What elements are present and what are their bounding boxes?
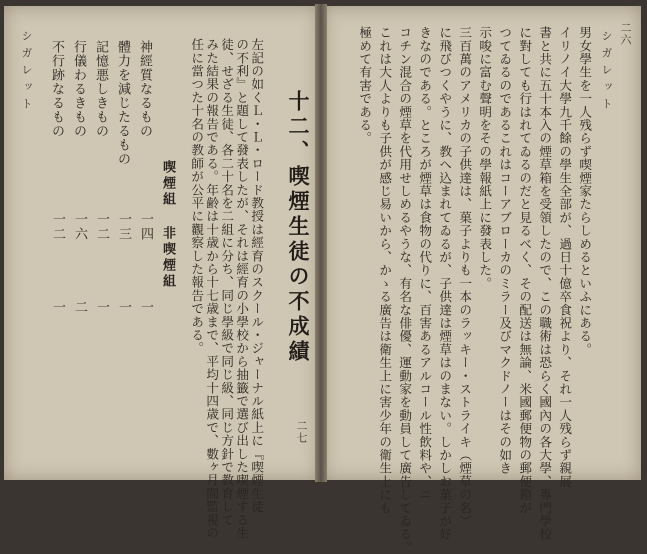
section-heading: 十二、喫煙生徒の不成績 — [286, 90, 311, 365]
body-line: コチン混合の煙草を代用せしめるやうな、有名な俳優、運動家を動員して廣告してゐる。 — [397, 26, 413, 554]
paragraph-line: みた結果の報告である。年齢は十歳から十七歳まで、平均十四歳で、數ヶ月間監視の — [204, 38, 220, 540]
column-header-nonsmoking: 非喫煙組 — [160, 226, 175, 290]
left-folio: 二七 — [295, 420, 308, 444]
table-row-label: 體力を減じたるもの — [115, 40, 130, 166]
right-running-head: シガレット — [600, 30, 613, 115]
body-line: きなのである。ところが煙草は食物の代りに、百害あるアルコール性飲料や、ニ — [417, 26, 433, 502]
table-row-label: 不行跡なるもの — [49, 40, 64, 138]
body-line: 三百萬のアメリカの子供達は、菓子よりも一本のラッキー・ストライキ（煙草の名） — [457, 26, 473, 528]
table-cell-smoking: 一二 — [50, 212, 65, 242]
paragraph-line: 任に當つた十名の教師が公平に觀察した報告である。 — [189, 38, 205, 355]
body-line: に對しても行はれてゐるのだと見るべく、その配送は無論、米國郵便物の郵便箱が — [517, 26, 533, 515]
right-folio: 二六 — [619, 22, 632, 46]
body-line: つてゐるのであるこれはコーアブローカのミラー及びマクドノーはその如き — [497, 26, 513, 475]
paragraph-line: 左記の如くＬ・Ｌ・ロード教授は經育のスクール・ジャーナル紙上に『喫煙生徒 — [249, 38, 265, 514]
table-cell-nonsmoking: 一 — [50, 300, 65, 315]
book-gutter — [315, 4, 327, 482]
table-cell-smoking: 一二 — [94, 212, 109, 242]
body-line: 書と共に五十本入の煙草箱を受領したので、この職術は恐らく國內の各大學、專門學校 — [537, 26, 553, 541]
table-cell-nonsmoking: 一 — [138, 300, 153, 315]
paragraph-line: 徒、せざる生徒、各二十名を二組に分ち、同じ學級で同じ級、同じ方針で教育して — [219, 38, 235, 527]
table-cell-nonsmoking: 一 — [94, 300, 109, 315]
table-cell-smoking: 一四 — [138, 212, 153, 242]
table-row-label: 神經質なるもの — [137, 40, 152, 138]
body-line: に飛びつくやうに、教へ込まれてゐるが、子供達は煙草はのまない。しかしお菓子が好 — [437, 26, 453, 541]
column-header-smoking: 喫煙組 — [160, 160, 175, 208]
body-line: 男女學生を一人残らず喫煙家たらしめるといふにある。 — [577, 26, 593, 356]
table-cell-smoking: 一三 — [116, 212, 131, 242]
body-line: 示唆に富む聲明をその學報紙上に發表した。 — [477, 26, 493, 290]
table-row-label: 行儀わるきもの — [71, 40, 86, 138]
body-line: イリノイ大學九千餘の學生全部が、過日十億卒食祝より、それ一人残らず親展 — [557, 26, 573, 488]
table-cell-nonsmoking: 二 — [72, 300, 87, 315]
body-line: これは大人よりも子供が感じ易いから、かゝる廣告は衛生上に害少年の衛生上にも — [377, 26, 393, 515]
table-cell-smoking: 一六 — [72, 212, 87, 242]
left-running-head: シガレット — [20, 30, 33, 115]
body-line: 極めて有害である。 — [357, 26, 373, 145]
table-row-label: 記憶悪しきもの — [93, 40, 108, 138]
paragraph-line: の不利』と題して發表したが、それは經育の小學校から抽籤で選び出した喫煙する生 — [234, 38, 250, 540]
table-cell-nonsmoking: 一 — [116, 300, 131, 315]
